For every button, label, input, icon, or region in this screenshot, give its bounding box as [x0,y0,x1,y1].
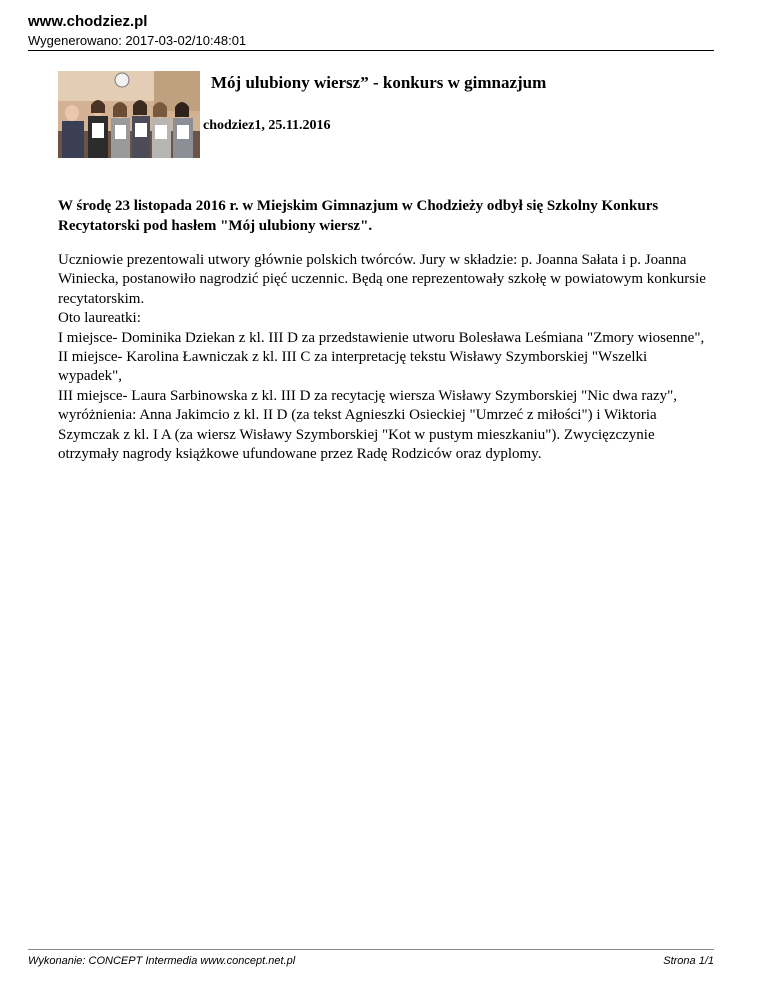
site-name: www.chodziez.pl [28,13,148,30]
body-paragraph: III miejsce- Laura Sarbinowska z kl. III D za recytację wiersza Wisławy Szymborskiej "Nic dwa razy", wyróżnienia: Anna Jakimcio z kl. II D (za tekst Agnieszki Osieckiej "Umrzeć z miłości") i Wiktoria Szymczak z kl. I A (za wiersz Wisławy Szymborskiej "Kot w pustym mieszkaniu"). Zwycięzczynie otrzymały nagrody książkowe ufundowane przez Radę Rodziców oraz dyplomy. [58,387,678,463]
footer-divider [28,949,714,950]
article-photo [58,71,200,158]
header-divider [28,50,714,51]
article-title: Mój ulubiony wiersz” - konkurs w gimnazjum [211,73,547,92]
body-paragraph: II miejsce- Karolina Ławniczak z kl. III C za interpretację tekstu Wisławy Szymborskiej "Wszelki wypadek", [58,349,648,385]
generated-timestamp: Wygenerowano: 2017-03-02/10:48:01 [28,33,247,48]
article-lead: W środę 23 listopada 2016 r. w Miejskim Gimnazjum w Chodzieży odbył się Szkolny Konkurs Recytatorski pod hasłem "Mój ulubiony wiersz". [58,198,659,234]
body-paragraph: Oto laureatki: [58,310,141,327]
body-paragraph: I miejsce- Dominika Dziekan z kl. III D za przedstawienie utworu Bolesława Leśmiana "Zmory wiosenne", [58,329,705,346]
body-paragraph: Uczniowie prezentowali utwory głównie polskich twórców. Jury w składzie: p. Joanna Sałata i p. Joanna Winiecka, postanowiło nagrodzić pięć uczennic. Będą one reprezentowały szkołę w powiatowym konkursie recytatorskim. [58,252,706,307]
page-number: Strona 1/1 [663,955,714,967]
footer-credit: Wykonanie: CONCEPT Intermedia www.concept.net.pl [28,955,296,967]
article-body [58,251,708,464]
article-author-date: chodziez1, 25.11.2016 [203,118,331,133]
